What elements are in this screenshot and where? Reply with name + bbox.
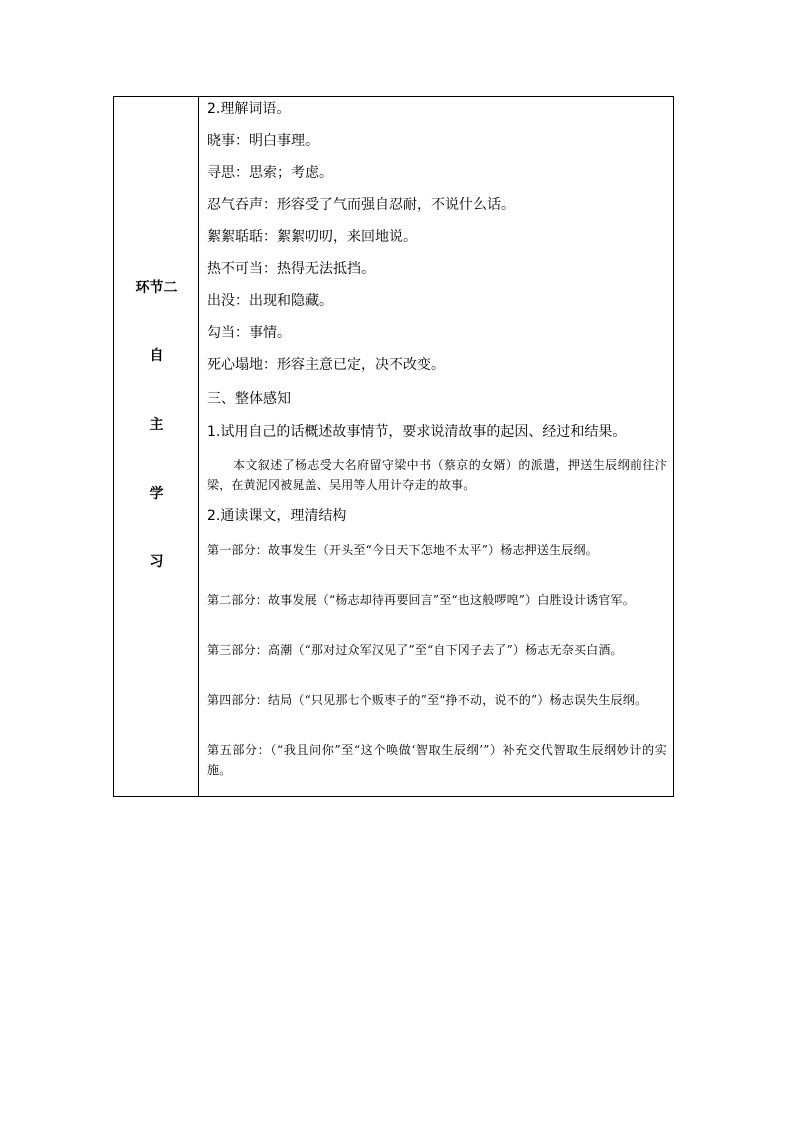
structure-part: 第四部分：结局（“只见那七个贩枣子的”至“挣不动，说不的”）杨志误失生辰纲。 bbox=[207, 693, 648, 707]
vocab-item: 死心塌地：形容主意已定，决不改变。 bbox=[207, 357, 445, 373]
vocab-item: 出没：出现和隐藏。 bbox=[207, 293, 333, 309]
section-char-2: 主 bbox=[149, 417, 164, 433]
section-char-4: 习 bbox=[149, 554, 164, 570]
question-2: 2.通读课文，理清结构 bbox=[207, 508, 347, 524]
vocab-item: 勾当：事情。 bbox=[207, 325, 291, 341]
vocab-item: 热不可当：热得无法抵挡。 bbox=[207, 261, 375, 277]
structure-part: 第三部分：高潮（“那对过众军汉见了”至“自下冈子去了”）杨志无奈买白酒。 bbox=[207, 643, 623, 657]
overview-heading: 三、整体感知 bbox=[207, 391, 291, 407]
lesson-table bbox=[113, 96, 674, 797]
structure-part: 第一部分：故事发生（开头至“今日天下怎地不太平”）杨志押送生辰纲。 bbox=[207, 543, 598, 557]
structure-part: 第五部分：（“我且问你”至“这个唤做‘智取生辰纲’”）补充交代智取生辰纲妙计的实施。 bbox=[207, 743, 667, 777]
vocab-heading: 2.理解词语。 bbox=[207, 101, 291, 117]
structure-part: 第二部分：故事发展（“杨志却待再要回言”至“也这般啰唣”）白胜设计诱官军。 bbox=[207, 593, 635, 607]
vocab-item: 絮絮聒聒：絮絮叨叨，来回地说。 bbox=[207, 229, 417, 245]
section-char-3: 学 bbox=[149, 486, 164, 502]
vocab-item: 寻思：思索；考虑。 bbox=[207, 165, 333, 181]
question-1: 1.试用自己的话概述故事情节，要求说清故事的起因、经过和结果。 bbox=[207, 424, 627, 440]
section-title: 环节二 bbox=[135, 280, 178, 296]
vocab-item: 晓事：明白事理。 bbox=[207, 133, 319, 149]
content-cell bbox=[199, 97, 673, 796]
section-label-cell bbox=[114, 97, 199, 796]
vocab-item: 忍气吞声：形容受了气而强自忍耐，不说什么话。 bbox=[207, 197, 515, 213]
summary-answer: 本文叙述了杨志受大名府留守梁中书（蔡京的女婿）的派遣，押送生辰纲前往汴梁，在黄泥冈被晁盖、吴用等人用计夺走的故事。 bbox=[207, 458, 667, 492]
section-char-1: 自 bbox=[149, 348, 164, 364]
